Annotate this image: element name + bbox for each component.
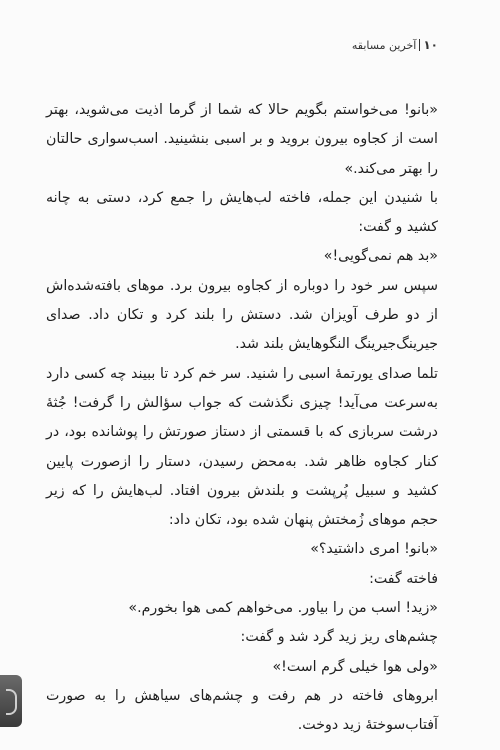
running-header (352, 38, 438, 52)
paragraph: با شنیدن این جمله، فاخته لب‌هایش را جمع کرد، دستی به چانه کشید و گفت: (46, 189, 438, 236)
paragraph: «بانو! امری داشتید؟» (310, 541, 438, 558)
paragraph: تلما صدای یورتمهٔ اسبی را شنید. سر خم کرد تا ببیند چه کسی دارد به‌سرعت می‌آید! چیزی نگذشت که جواب سؤالش را گرفت! جُثهٔ درشت سربازی که با قسمتی از دستاز صورتش را پوشانده بود، در کنار کجاوه ظاهر شد. به‌محض رسیدن، دستار را ازصورت پایین کشید و سبیل پُرپشت و بلندش بیرون افتاد. لب‌هایش را که زیر حجم موهای زُمختش پنهان شده بود، تکان داد: (46, 365, 438, 529)
paragraph: «بانو! می‌خواستم بگویم حالا که شما از گرما اذیت می‌شوید، بهتر است از کجاوه بیرون بروید و بر اسبی بنشینید. اسب‌سواری حالتان را بهتر می‌کند.» (46, 102, 438, 177)
page-number: ۱۰ (423, 38, 438, 52)
paragraph: «زید! اسب من را بیاور. می‌خواهم کمی هوا بخورم.» (128, 600, 438, 617)
book-title: آخرین مسابقه (351, 38, 417, 52)
paragraph: ابروهای فاخته در هم رفت و چشم‌های سیاهش را به صورت آفتاب‌سوختهٔ زید دوخت. (46, 687, 438, 734)
body-text (46, 96, 438, 741)
paragraph: فاخته گفت: (369, 570, 438, 587)
header-divider (419, 39, 420, 51)
publisher-logo-icon (0, 675, 22, 727)
paragraph: «ولی هوا خیلی گرم است!» (272, 658, 438, 675)
paragraph: «بد هم نمی‌گویی!» (323, 248, 438, 265)
paragraph: سپس سر خود را دوباره از کجاوه بیرون برد. موهای بافته‌شده‌اش از دو طرف آویزان شد. دستش را بلند کرد و تکان داد. صدای جیرینگ‌جیرینگ النگوهایش بلند شد. (46, 277, 438, 353)
paragraph: چشم‌های ریز زید گرد شد و گفت: (240, 629, 438, 646)
